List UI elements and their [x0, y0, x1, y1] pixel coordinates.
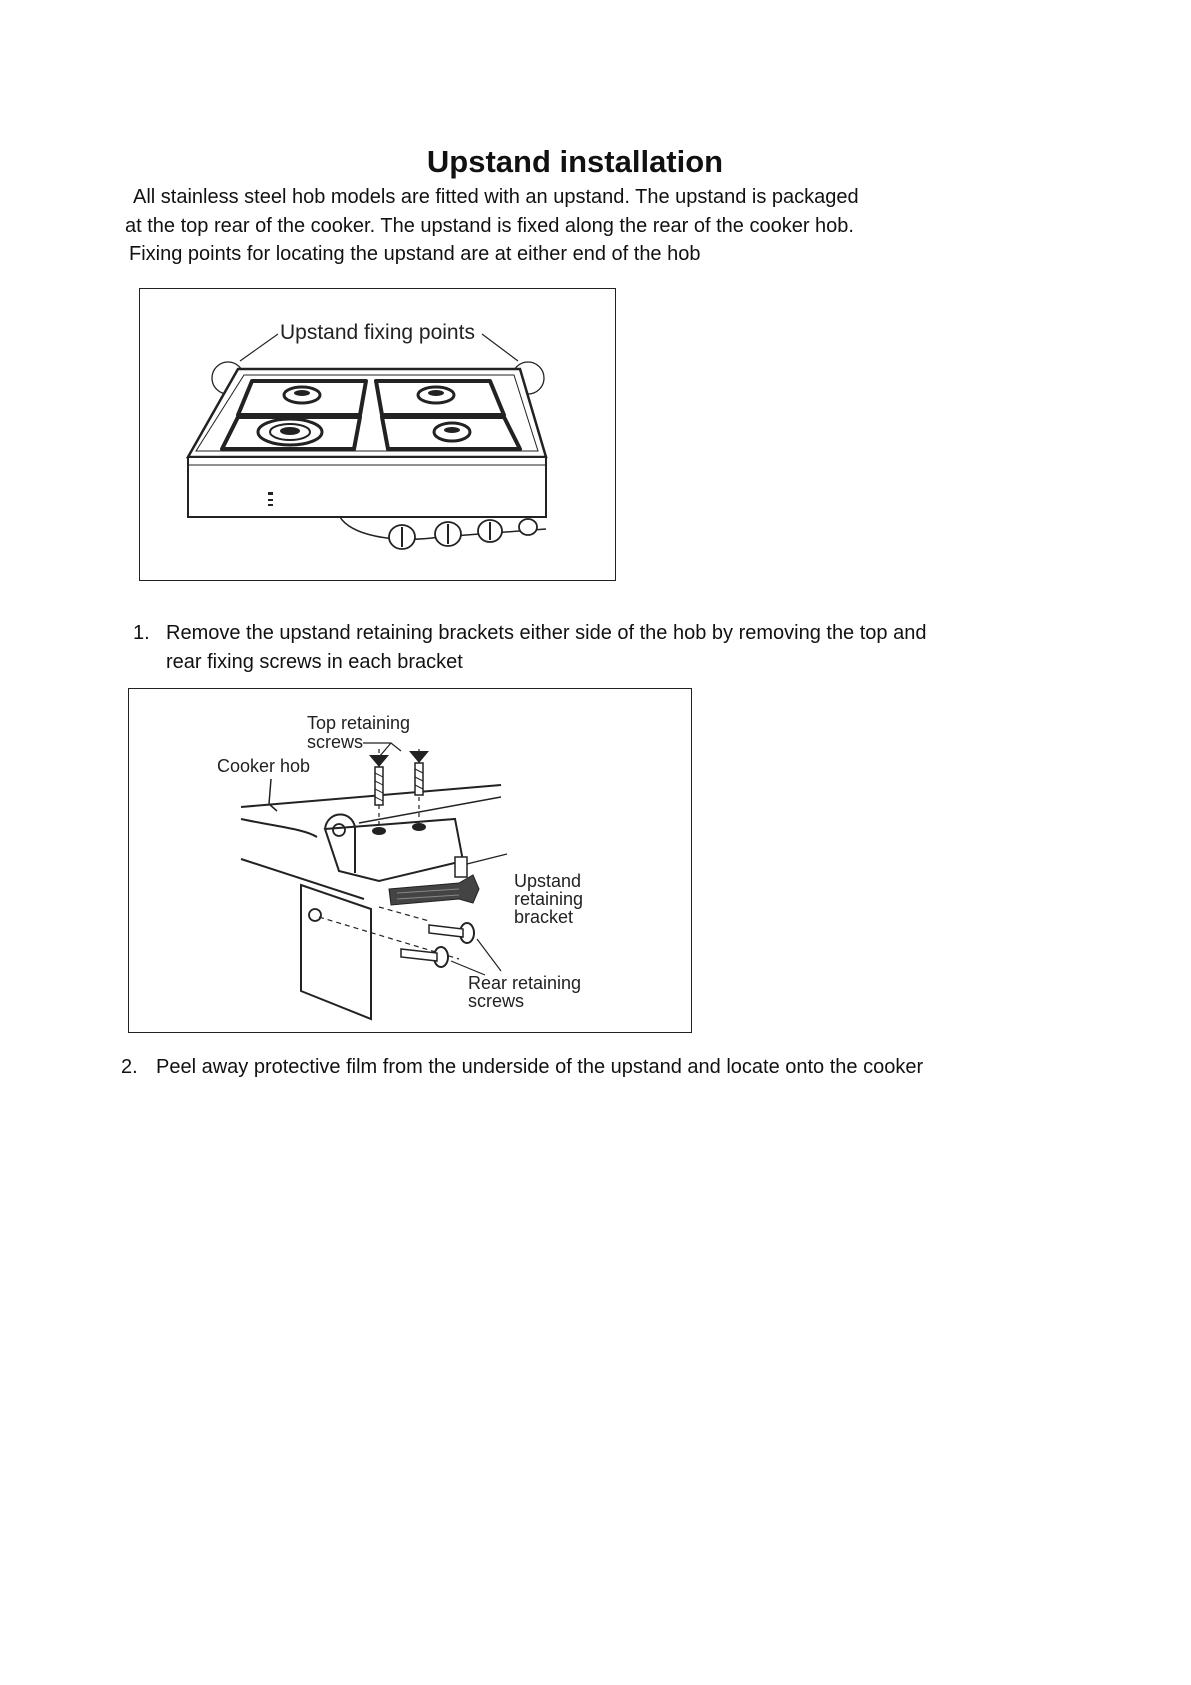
- step-number: 1.: [133, 622, 150, 644]
- top-screws-label: screws: [307, 732, 364, 752]
- intro-line: All stainless steel hob models are fitted with an upstand. The upstand is packaged: [133, 186, 859, 208]
- step-number: 2.: [121, 1056, 138, 1078]
- rear-screw-icon: [429, 923, 474, 943]
- step-2: [121, 1053, 923, 1082]
- rear-screws-label: screws: [468, 991, 525, 1011]
- rear-screw-icon: [401, 947, 448, 967]
- intro-paragraph: [125, 183, 1029, 269]
- bracket-label: retaining: [514, 889, 584, 909]
- retaining-bracket-figure: [128, 688, 692, 1033]
- cooker-hob-label: Cooker hob: [217, 756, 311, 776]
- intro-line: at the top rear of the cooker. The upstand is fixed along the rear of the cooker hob.: [125, 214, 854, 237]
- step-text: rear fixing screws in each bracket: [166, 650, 463, 673]
- intro-line: Fixing points for locating the upstand are at either end of the hob: [129, 243, 701, 265]
- step-1: [133, 619, 926, 676]
- hob-fixing-points-figure: [139, 288, 616, 581]
- bracket-illustration: [129, 689, 693, 1034]
- bracket-label: Upstand: [514, 871, 582, 891]
- top-screw-icon: [369, 755, 389, 805]
- step-text: Remove the upstand retaining brackets either side of the hob by removing the top and: [166, 622, 927, 644]
- top-screw-icon: [409, 751, 429, 795]
- page-title: Upstand installation: [426, 144, 724, 179]
- bracket-label: bracket: [514, 907, 574, 927]
- top-screws-label: Top retaining: [307, 713, 411, 733]
- upstand-fixing-points-label: Upstand fixing points: [280, 321, 475, 344]
- hob-illustration: [140, 289, 617, 582]
- rear-screws-label: Rear retaining: [468, 973, 582, 993]
- step-text: Peel away protective film from the underside of the upstand and locate onto the cooker: [156, 1056, 924, 1078]
